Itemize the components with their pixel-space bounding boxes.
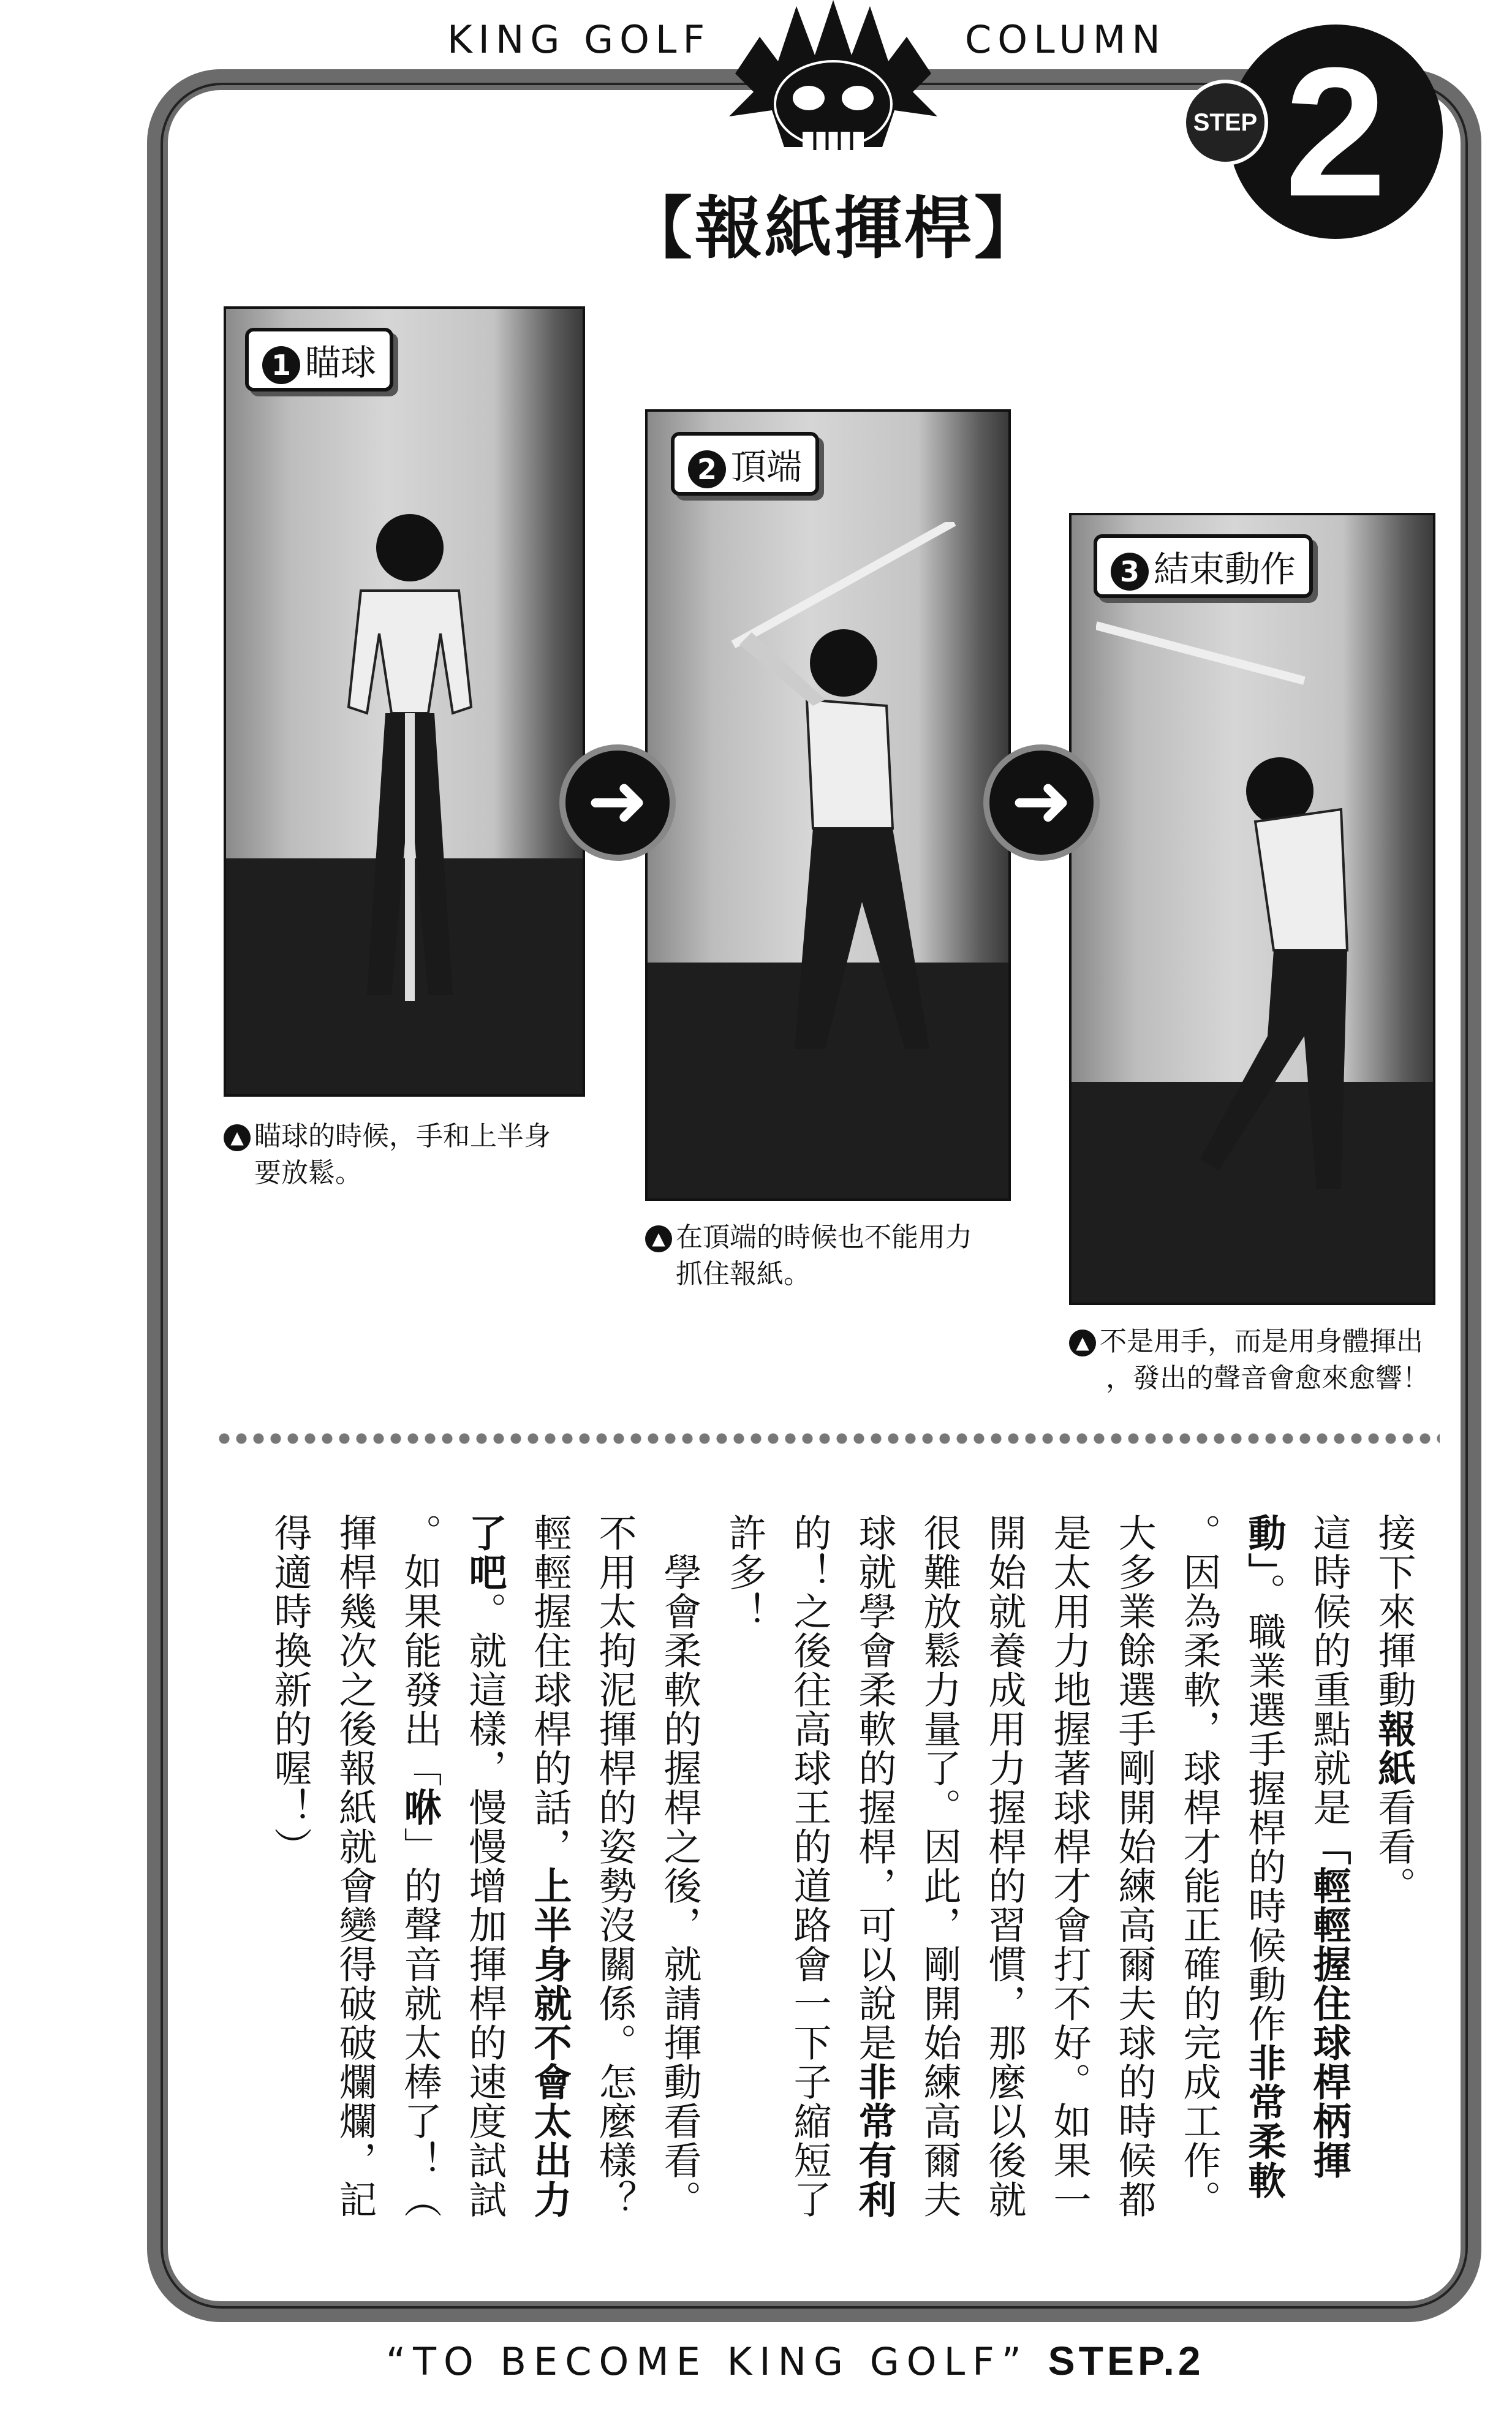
text-column (972, 1513, 1037, 2261)
step-num-2: 2 (688, 450, 726, 488)
triangle-bullet-icon: ▲ (224, 1124, 251, 1151)
text-column (257, 1513, 322, 2261)
photo-top (645, 409, 1011, 1201)
text-column (1166, 1513, 1231, 2261)
body-text: 許多！ (722, 1513, 767, 1631)
header-king-golf: KING GOLF (447, 17, 711, 62)
body-text: 得適時換新的喔！） (268, 1513, 312, 1866)
caption-address (224, 1118, 551, 1192)
body-text: 。因為柔軟，球桿才能正確的完成工作。 (1177, 1513, 1222, 2219)
text-column (452, 1513, 517, 2261)
photo-label-finish (1094, 534, 1313, 598)
body-text: 球就學會柔軟的握桿，可以說是 (852, 1513, 897, 2062)
text-column (1102, 1513, 1166, 2261)
dotted-divider (216, 1431, 1440, 1447)
body-text: 。就這樣，慢慢增加揮桿的速度試試 (463, 1592, 507, 2219)
triangle-bullet-icon: ▲ (1069, 1330, 1096, 1356)
caption-line: ，發出的聲音會愈來愈響！ (1106, 1363, 1429, 1394)
caption-line: 在頂端的時候也不能用力 (676, 1222, 972, 1253)
photo-label-top (671, 432, 819, 496)
body-text: 不用太拘泥揮桿的姿勢沒關係。怎麼樣？ (592, 1513, 637, 2219)
photo-finish (1069, 513, 1435, 1305)
body-text: 這時候的重點就是 (1307, 1513, 1351, 1827)
triangle-bullet-icon: ▲ (645, 1225, 672, 1252)
caption-line: 不是用手，而是用身體揮出 (1100, 1326, 1423, 1357)
body-text: 的！之後往高球王的道路會一下子縮短了 (787, 1513, 832, 2219)
right-arrow-icon: ➜ (983, 744, 1100, 861)
body-text: 看看。 (1372, 1788, 1416, 1905)
text-column (1037, 1513, 1102, 2261)
right-arrow-icon: ➜ (559, 744, 676, 861)
emphasis-text: 了吧 (463, 1513, 507, 1592)
step-number: 2 (1228, 25, 1443, 239)
emphasis-text: 「輕輕握住球桿柄揮 (1307, 1827, 1351, 2180)
text-column (777, 1513, 842, 2261)
emphasis-text: 非常柔軟 (1242, 2043, 1287, 2200)
text-column (517, 1513, 582, 2261)
emphasis-text: 上半身就不會太出力 (527, 1866, 572, 2219)
label-text: 頂端 (731, 446, 803, 488)
text-column (322, 1513, 387, 2261)
text-column (907, 1513, 972, 2261)
emphasis-text: 非常有利 (852, 2062, 897, 2219)
footer (386, 2337, 1204, 2384)
golfer-figure (1096, 607, 1427, 1220)
photo-label-address (245, 328, 393, 392)
step-label: STEP (1182, 80, 1268, 165)
text-column (582, 1513, 647, 2261)
golfer-figure (684, 522, 978, 1073)
text-column (1231, 1513, 1296, 2261)
caption-line: 瞄球的時候，手和上半身 (254, 1121, 551, 1152)
text-column (1361, 1513, 1426, 2261)
text-column (387, 1513, 452, 2261)
text-column (712, 1513, 777, 2261)
page-title: 【報紙揮桿】 (625, 189, 1044, 268)
photo-address (224, 306, 585, 1097)
body-text: 揮桿幾次之後報紙就會變得破破爛爛，記 (333, 1513, 377, 2219)
body-text: 很難放鬆力量了。因此，剛開始練高爾夫 (917, 1513, 962, 2219)
caption-line: 要放鬆。 (254, 1157, 362, 1189)
body-text: 」的聲音就太棒了！（ (398, 1827, 442, 2219)
text-column (1296, 1513, 1361, 2261)
emphasis-text: 動」 (1242, 1513, 1287, 1573)
caption-finish (1069, 1323, 1429, 1397)
step-num-1: 1 (262, 346, 300, 384)
body-text: 開始就養成用力握桿的習慣，那麼以後就 (982, 1513, 1027, 2219)
label-text: 結束動作 (1154, 548, 1296, 590)
body-text: 。職業選手握桿的時候動作 (1242, 1573, 1287, 2043)
body-text: 是太用力地握著球桿才會打不好。如果一 (1047, 1513, 1092, 2219)
skull-crown-logo-icon (711, 0, 956, 165)
body-text: 。如果能發出「 (398, 1513, 442, 1788)
header-column: COLUMN (965, 17, 1166, 62)
caption-line: 抓住報紙。 (676, 1258, 811, 1290)
label-text: 瞄球 (305, 342, 377, 384)
body-text: 接下來揮動 (1372, 1513, 1416, 1709)
emphasis-text: 咻 (398, 1788, 442, 1827)
emphasis-text: 報紙 (1372, 1709, 1416, 1788)
caption-top (645, 1219, 972, 1293)
text-column (842, 1513, 907, 2261)
body-text: 大多業餘選手剛開始練高爾夫球的時候都 (1112, 1513, 1157, 2219)
body-text: 學會柔軟的握桿之後，就請揮動看看。 (657, 1513, 702, 2219)
article-body (257, 1513, 1426, 2261)
footer-quote: “TO BECOME KING GOLF” (386, 2339, 1029, 2384)
step-num-3: 3 (1111, 553, 1149, 591)
body-text: 輕輕握住球桿的話， (527, 1513, 572, 1866)
golfer-figure (318, 511, 502, 1001)
text-column (647, 1513, 712, 2261)
footer-step: STEP.2 (1048, 2338, 1204, 2383)
